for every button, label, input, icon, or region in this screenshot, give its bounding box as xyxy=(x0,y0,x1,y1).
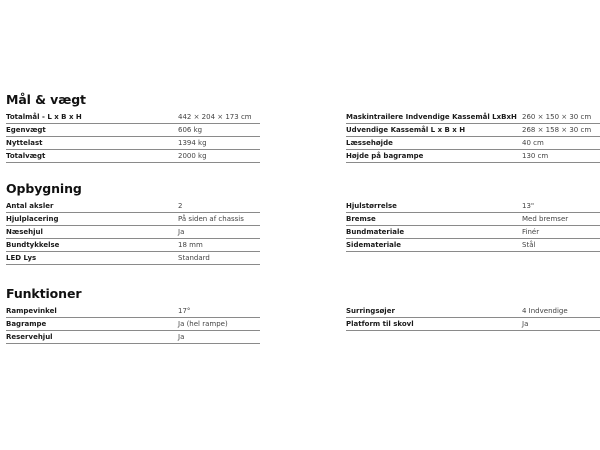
spec-row xyxy=(346,200,600,213)
spec-label: Læssehøjde xyxy=(346,139,393,147)
spec-value: 442 × 204 × 173 cm xyxy=(178,113,252,121)
spec-row xyxy=(346,124,600,137)
spec-row xyxy=(6,213,260,226)
spec-row xyxy=(346,150,600,163)
spec-value: 1394 kg xyxy=(178,139,207,147)
spec-row xyxy=(346,239,600,252)
spec-column-right xyxy=(346,305,600,331)
spec-row xyxy=(6,239,260,252)
spec-value: 268 × 158 × 30 cm xyxy=(522,126,592,134)
spec-label: Bagrampe xyxy=(6,320,47,328)
section-dimensions-weight xyxy=(6,92,594,160)
spec-row xyxy=(346,226,600,239)
spec-row xyxy=(6,137,260,150)
spec-column-left xyxy=(6,305,260,344)
spec-value: 13" xyxy=(522,202,535,210)
spec-label: Højde på bagrampe xyxy=(346,152,424,160)
spec-value: 130 cm xyxy=(522,152,549,160)
spec-column-left xyxy=(6,200,260,265)
spec-label: Rampevinkel xyxy=(6,307,57,315)
section-title: Mål & vægt xyxy=(6,92,86,107)
spec-row xyxy=(346,305,600,318)
spec-value: Ja xyxy=(178,333,185,341)
spec-label: LED Lys xyxy=(6,254,37,262)
spec-value: 4 Indvendige xyxy=(522,307,568,315)
spec-row xyxy=(6,318,260,331)
spec-column-right xyxy=(346,200,600,252)
spec-value: 18 mm xyxy=(178,241,203,249)
spec-label: Egenvægt xyxy=(6,126,46,134)
section-features xyxy=(6,286,594,341)
spec-value: Standard xyxy=(178,254,210,262)
spec-value: Med bremser xyxy=(522,215,569,223)
spec-value: Finér xyxy=(522,228,540,236)
section-title: Funktioner xyxy=(6,286,82,301)
spec-label: Totalvægt xyxy=(6,152,46,160)
spec-row xyxy=(6,252,260,265)
spec-row xyxy=(6,111,260,124)
spec-value: 260 × 150 × 30 cm xyxy=(522,113,592,121)
spec-label: Totalmål - L x B x H xyxy=(6,113,82,121)
spec-label: Reservehjul xyxy=(6,333,53,341)
spec-value: 40 cm xyxy=(522,139,544,147)
spec-label: Platform til skovl xyxy=(346,320,414,328)
spec-row xyxy=(6,200,260,213)
spec-value: 2 xyxy=(178,202,183,210)
spec-value: 17° xyxy=(178,307,191,315)
spec-value: Ja xyxy=(522,320,529,328)
spec-label: Sidemateriale xyxy=(346,241,402,249)
spec-label: Maskintrailere Indvendige Kassemål LxBxH xyxy=(346,113,517,121)
spec-row xyxy=(6,124,260,137)
section-title: Opbygning xyxy=(6,181,82,196)
spec-column-right xyxy=(346,111,600,163)
spec-row xyxy=(6,226,260,239)
spec-value: 606 kg xyxy=(178,126,203,134)
spec-row xyxy=(346,137,600,150)
spec-label: Antal aksler xyxy=(6,202,54,210)
spec-column-left xyxy=(6,111,260,163)
spec-value: 2000 kg xyxy=(178,152,207,160)
spec-label: Bundtykkelse xyxy=(6,241,60,249)
spec-label: Udvendige Kassemål L x B x H xyxy=(346,126,466,134)
spec-value: Ja xyxy=(178,228,185,236)
spec-label: Nyttelast xyxy=(6,139,43,147)
spec-label: Bremse xyxy=(346,215,376,223)
spec-row xyxy=(346,111,600,124)
section-construction xyxy=(6,181,594,262)
spec-row xyxy=(346,213,600,226)
spec-label: Hjulstørrelse xyxy=(346,202,397,210)
spec-value: På siden af chassis xyxy=(178,215,244,223)
spec-row xyxy=(6,150,260,163)
spec-row xyxy=(6,305,260,318)
spec-label: Bundmateriale xyxy=(346,228,405,236)
spec-row xyxy=(6,331,260,344)
spec-row xyxy=(346,318,600,331)
spec-label: Surringsøjer xyxy=(346,307,395,315)
spec-label: Næsehjul xyxy=(6,228,43,236)
spec-label: Hjulplacering xyxy=(6,215,59,223)
spec-value: Stål xyxy=(522,241,536,249)
spec-value: Ja (hel rampe) xyxy=(178,320,228,328)
